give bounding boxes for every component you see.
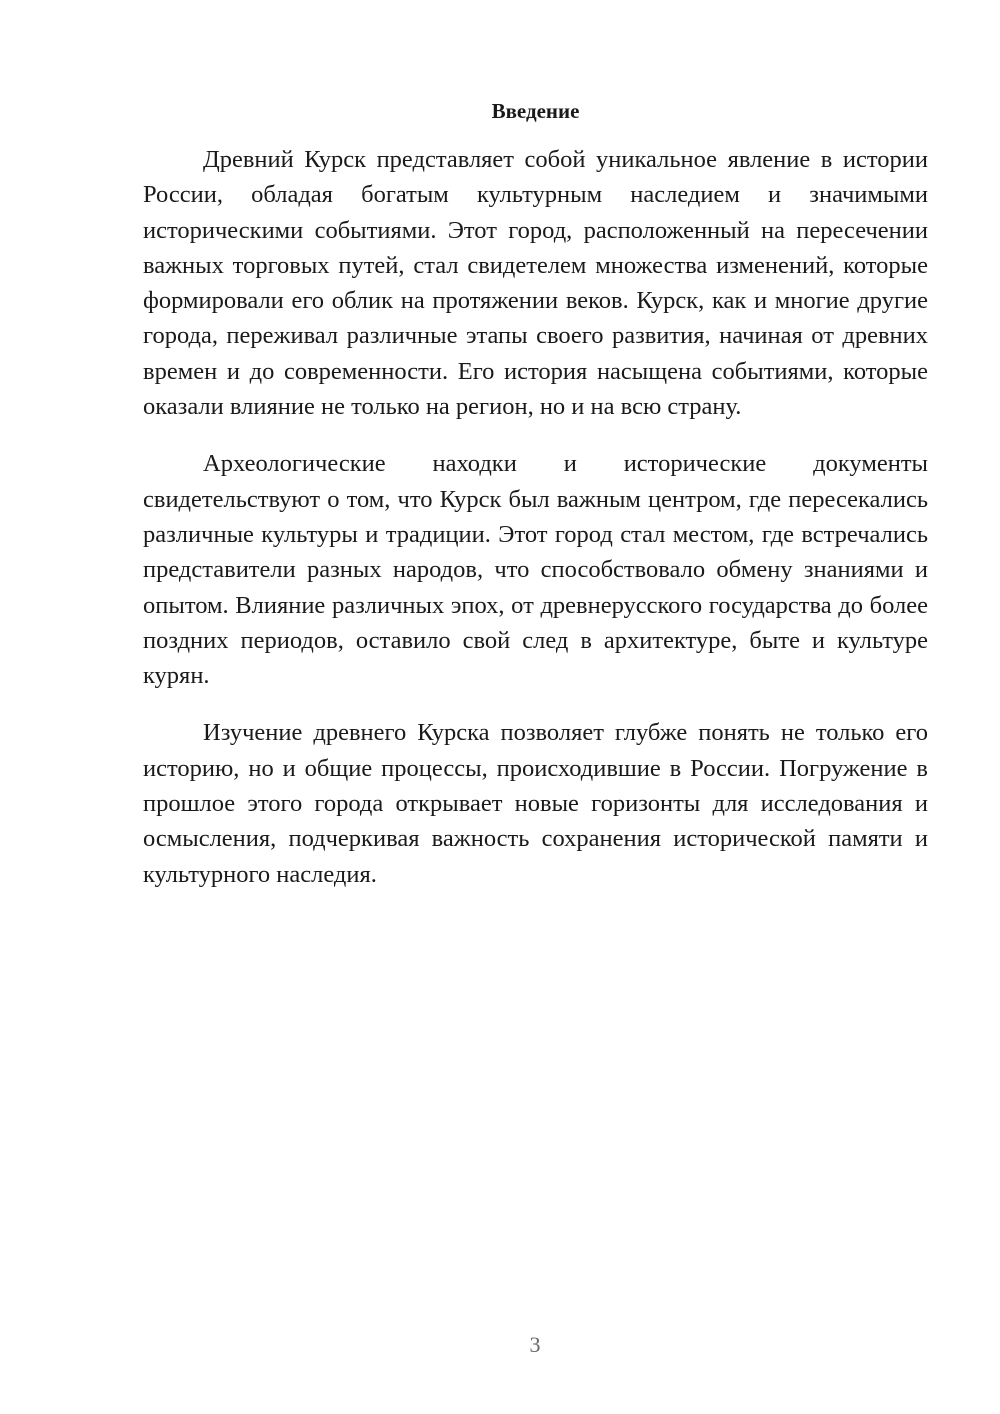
paragraph-2: Археологические находки и исторические документы свидетельствуют о том, что Курск был важным центром, где пересекались различные культуры и традиции. Этот город стал местом, где встречались представители разных народов, что способствовало обмену знаниями и опытом. Влияние различных эпох, от древнерусского государства до более поздних периодов, оставило свой след в архитектуре, быте и культуре курян.	[143, 450, 928, 690]
paragraph-3: Изучение древнего Курска позволяет глубже понять не только его историю, но и общие процессы, происходившие в России. Погружение в прошлое этого города открывает новые горизонты для исследования и осмысления, подчеркивая важность сохранения исторической памяти и культурного наследия.	[143, 719, 928, 888]
page-number: 3	[529, 1332, 541, 1357]
page-title: Введение	[491, 99, 580, 123]
body-text	[143, 142, 928, 914]
paragraph-1: Древний Курск представляет собой уникальное явление в истории России, обладая богатым культурным наследием и значимыми историческими событиями. Этот город, расположенный на пересечении важных торговых путей, стал свидетелем множества изменений, которые формировали его облик на протяжении веков. Курск, как и многие другие города, переживал различные этапы своего развития, начиная от древних времен и до современности. Его история насыщена событиями, которые оказали влияние не только на регион, но и на всю страну.	[143, 146, 928, 421]
